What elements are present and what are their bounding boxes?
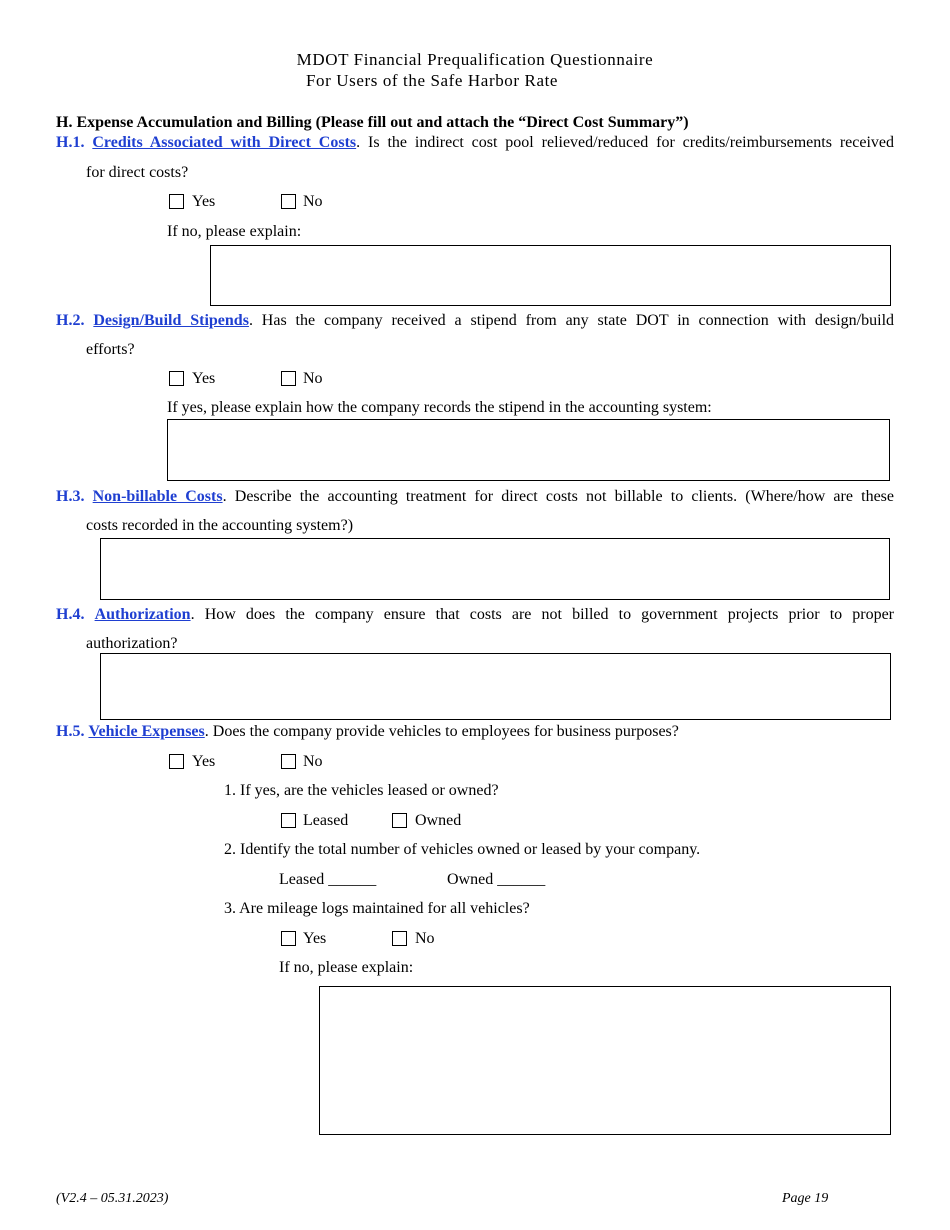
h1-link[interactable]: Credits Associated with Direct Costs [92, 134, 357, 151]
h2-explain-label: If yes, please explain how the company records the stipend in the accounting system: [167, 399, 712, 416]
h2-yes-label: Yes [192, 370, 216, 387]
footer-version: (V2.4 – 05.31.2023) [56, 1191, 169, 1206]
h1-question-line1 [56, 133, 894, 153]
h3-number: H.3. [56, 488, 85, 505]
h1-text: . Is the indirect cost pool relieved/reduced for credits/reimbursements received [356, 134, 895, 151]
h5-text: . Does the company provide vehicles to employees for business purposes? [204, 723, 679, 740]
h1-question-line2: for direct costs? [86, 164, 189, 181]
h4-answer-field[interactable] [100, 653, 891, 720]
h2-number: H.2. [56, 312, 85, 329]
header-title: MDOT Financial Prequalification Questionnaire [296, 50, 654, 69]
h5-q3-no-label: No [415, 930, 435, 947]
h3-answer-field[interactable] [100, 538, 890, 600]
h5-leased-label: Leased [303, 812, 349, 829]
h5-question-line1 [56, 722, 679, 742]
footer-page-number: Page 19 [782, 1191, 829, 1206]
h2-question-line2: efforts? [86, 341, 135, 358]
h5-number: H.5. [56, 723, 85, 740]
h1-no-checkbox[interactable] [281, 194, 296, 209]
h2-yes-checkbox[interactable] [169, 371, 184, 386]
h1-no-label: No [303, 193, 323, 210]
h5-owned-label: Owned [415, 812, 462, 829]
h5-q2-text: 2. Identify the total number of vehicles owned or leased by your company. [224, 841, 701, 858]
h2-question-line1 [56, 311, 894, 331]
h5-owned-checkbox[interactable] [392, 813, 407, 828]
h2-no-checkbox[interactable] [281, 371, 296, 386]
h3-question-line2: costs recorded in the accounting system?) [86, 517, 354, 534]
h5-q1-text: 1. If yes, are the vehicles leased or owned? [224, 782, 499, 799]
h3-link[interactable]: Non-billable Costs [92, 488, 223, 505]
h2-text: . Has the company received a stipend from any state DOT in connection with design/build [248, 312, 895, 329]
h5-explain-label: If no, please explain: [279, 959, 414, 976]
section-title: H. Expense Accumulation and Billing (Please fill out and attach the “Direct Cost Summary”) [56, 114, 689, 131]
h1-explain-label: If no, please explain: [167, 223, 302, 240]
h5-no-checkbox[interactable] [281, 754, 296, 769]
h4-question-line2: authorization? [86, 635, 178, 652]
h5-no-label: No [303, 753, 323, 770]
h4-question-line1 [56, 605, 894, 625]
h5-leased-checkbox[interactable] [281, 813, 296, 828]
h4-text: . How does the company ensure that costs are not billed to government projects prior to proper [190, 606, 895, 623]
h5-yes-label: Yes [192, 753, 216, 770]
h2-explain-field[interactable] [167, 419, 890, 481]
h5-leased-count-field[interactable]: Leased ______ [279, 871, 377, 888]
h1-yes-checkbox[interactable] [169, 194, 184, 209]
h1-explain-field[interactable] [210, 245, 891, 306]
h5-explain-field[interactable] [319, 986, 891, 1135]
h5-q3-no-checkbox[interactable] [392, 931, 407, 946]
h5-link[interactable]: Vehicle Expenses [88, 723, 205, 740]
h3-text: . Describe the accounting treatment for direct costs not billable to clients. (Where/how are these [222, 488, 895, 505]
h4-link[interactable]: Authorization [94, 606, 191, 623]
h5-owned-count-field[interactable]: Owned ______ [447, 871, 546, 888]
h1-number: H.1. [56, 134, 85, 151]
header-subtitle: For Users of the Safe Harbor Rate [306, 71, 559, 90]
h1-yes-label: Yes [192, 193, 216, 210]
h5-yes-checkbox[interactable] [169, 754, 184, 769]
h4-number: H.4. [56, 606, 85, 623]
h5-q3-yes-checkbox[interactable] [281, 931, 296, 946]
h2-link[interactable]: Design/Build Stipends [93, 312, 249, 329]
h3-question-line1 [56, 487, 894, 507]
h2-no-label: No [303, 370, 323, 387]
h5-q3-yes-label: Yes [303, 930, 327, 947]
h5-q3-text: 3. Are mileage logs maintained for all vehicles? [224, 900, 530, 917]
